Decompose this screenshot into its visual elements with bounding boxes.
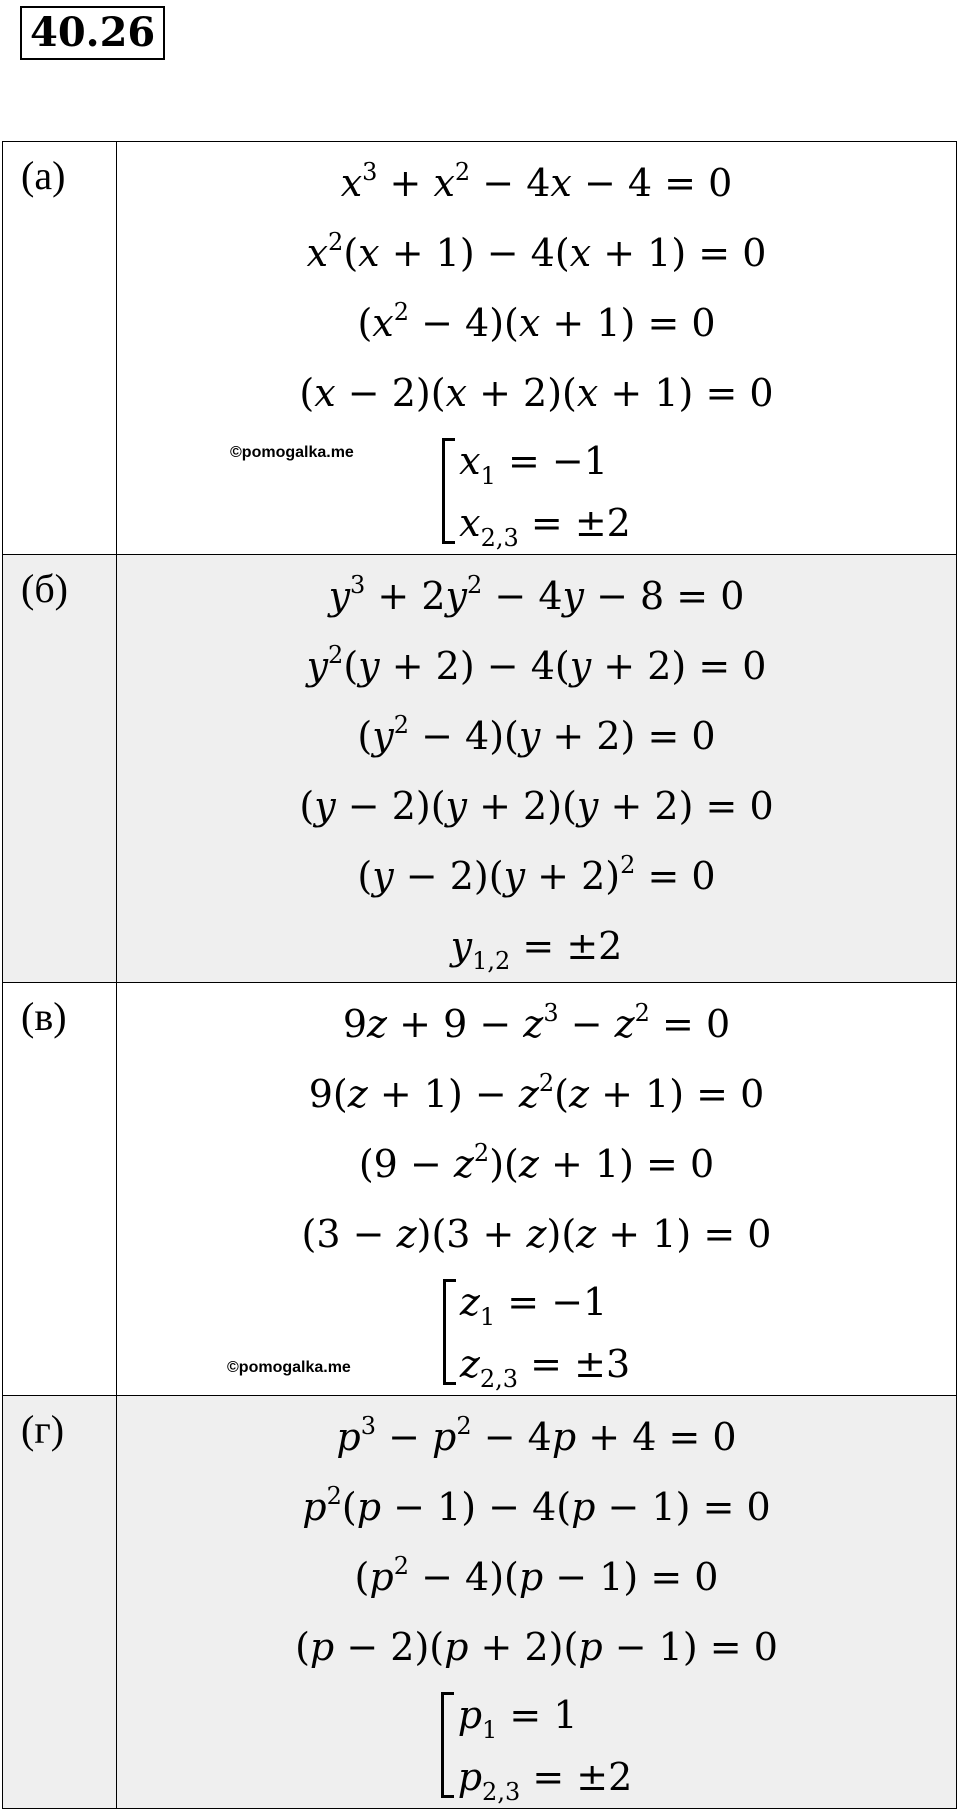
part-work (117, 555, 957, 983)
root-line: $x_1 = -1$ (459, 439, 608, 490)
root-line: $z_1 = -1$ (459, 1280, 608, 1331)
watermark: ©pomogalka.me (230, 444, 354, 461)
equation-line: (3 − z)(3 + z)(z + 1) = 0 (301, 1212, 772, 1256)
solution-system (443, 1271, 630, 1395)
part-v-row (3, 983, 957, 1396)
equation-line: $p^2(p - 1) - 4(p - 1) = 0$ (302, 1482, 771, 1529)
equation-line: $9z + 9 - z^3 - z^2 = 0$ (342, 999, 731, 1046)
root-line: $p_{2,3} = \pm 2$ (457, 1755, 633, 1806)
solution-system (441, 1684, 633, 1808)
bracket-icon (442, 438, 455, 544)
equation-line: $(9 - z^2)(z + 1) = 0$ (358, 1139, 715, 1186)
part-label: (в) (3, 983, 117, 1396)
solution-system (442, 430, 631, 554)
equation-line: $x^3 + x^2 - 4x - 4 = 0$ (340, 158, 733, 205)
part-g-row (3, 1396, 957, 1809)
part-work (117, 1396, 957, 1809)
part-work (117, 983, 957, 1396)
equation-line: $y_{1,2} = \pm 2$ (450, 924, 623, 975)
part-b-row (3, 555, 957, 983)
equation-line: $(p^2 - 4)(p - 1) = 0$ (354, 1552, 719, 1599)
bracket-icon (441, 1692, 454, 1798)
part-a-row (3, 142, 957, 555)
bracket-icon (443, 1279, 456, 1385)
equation-line: $9(z + 1) - z^2(z + 1) = 0$ (308, 1069, 765, 1116)
root-line: $p_1 = 1$ (457, 1693, 578, 1744)
root-line: $x_{2,3} = \pm 2$ (459, 501, 631, 552)
equation-line: (x − 2)(x + 2)(x + 1) = 0 (299, 371, 774, 415)
equation-line: $x^2(x + 1) - 4(x + 1) = 0$ (306, 228, 767, 275)
watermark: ©pomogalka.me (227, 1359, 351, 1376)
equation-line: $(y^2 - 4)(y + 2) = 0$ (357, 711, 716, 758)
solution-table (2, 141, 957, 1809)
part-label: (б) (3, 555, 117, 983)
equation-line: (p − 2)(p + 2)(p − 1) = 0 (295, 1625, 778, 1669)
equation-line: $(x^2 - 4)(x + 1) = 0$ (357, 298, 716, 345)
equation-line: (y − 2)(y + 2)(y + 2) = 0 (299, 784, 774, 828)
equation-line: $p^3 - p^2 - 4p + 4 = 0$ (336, 1412, 737, 1459)
root-line: $z_{2,3} = \pm 3$ (459, 1342, 631, 1393)
problem-number: 40.26 (20, 6, 165, 60)
part-work (117, 142, 957, 555)
equation-line: $y^3 + 2y^2 - 4y - 8 = 0$ (328, 571, 745, 618)
part-label: (г) (3, 1396, 117, 1809)
part-label: (а) (3, 142, 117, 555)
equation-line: $(y - 2)(y + 2)^2 = 0$ (357, 851, 716, 898)
equation-line: $y^2(y + 2) - 4(y + 2) = 0$ (306, 641, 767, 688)
